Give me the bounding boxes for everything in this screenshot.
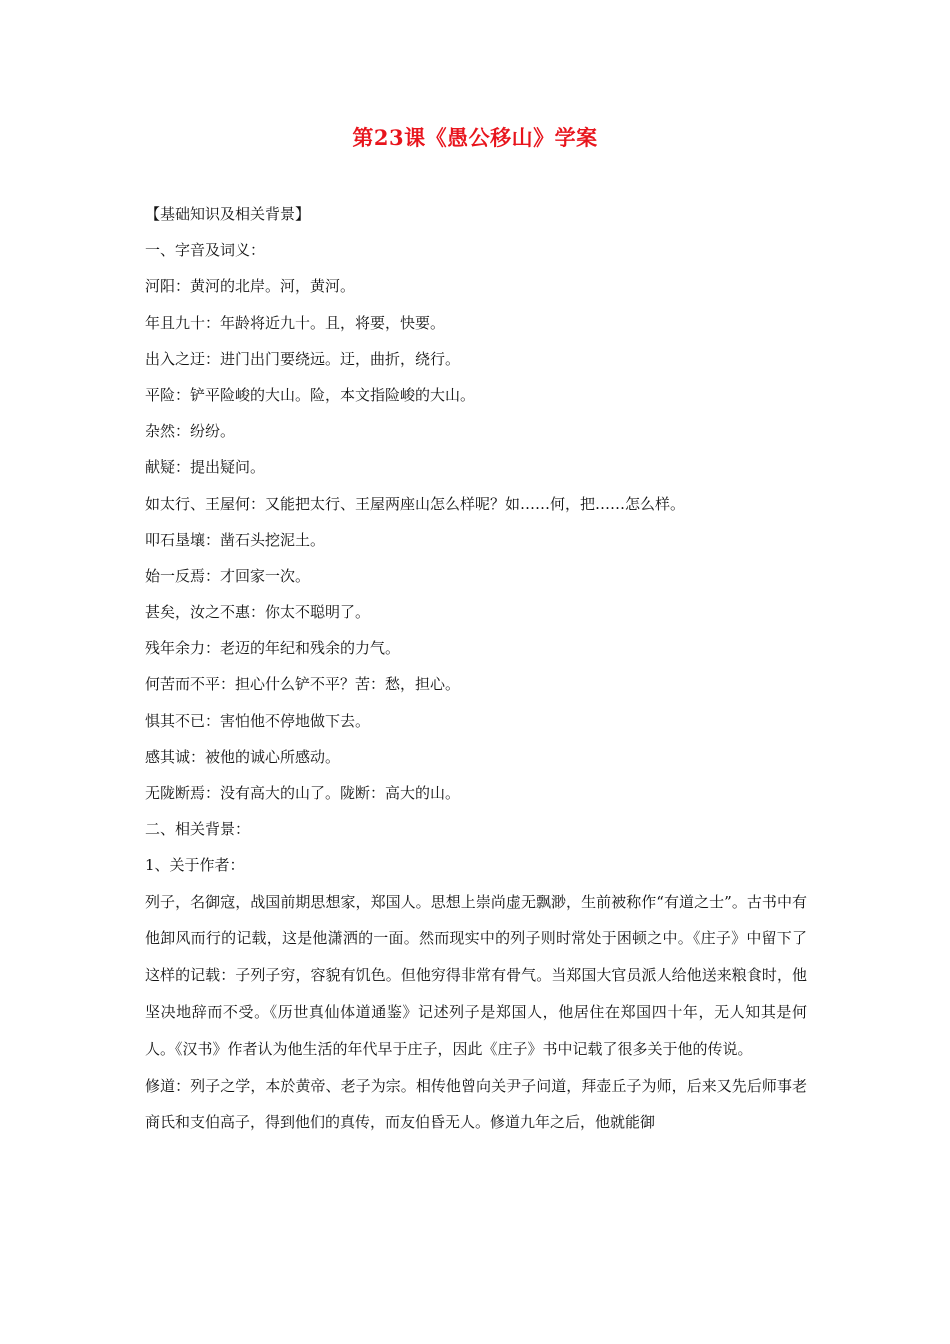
vocab-entry: 甚矣，汝之不惠：你太不聪明了。 (145, 603, 371, 622)
page-title: 第23课《愚公移山》学案 (352, 125, 598, 150)
vocab-entry: 年且九十：年龄将近九十。且，将要，快要。 (145, 313, 446, 332)
vocab-entry: 始一反焉：才回家一次。 (145, 566, 311, 585)
vocab-entry: 献疑：提出疑问。 (145, 458, 266, 477)
cultivation-paragraph: 修道：列子之学，本於黄帝、老子为宗。相传他曾向关尹子问道，拜壶丘子为师，后来又先后师事老商氏和支伯高子，得到他们的真传，而友伯昏无人。修道九年之后，他就能御 (145, 1076, 807, 1132)
section-heading: 二、相关背景： (145, 820, 251, 839)
vocab-entry: 杂然：纷纷。 (145, 422, 236, 441)
vocab-entry: 惧其不已：害怕他不停地做下去。 (145, 711, 371, 730)
vocab-entry: 出入之迂：进门出门要绕远。迂，曲折，绕行。 (145, 349, 461, 368)
document-body (145, 196, 807, 1141)
vocab-entry: 何苦而不平：担心什么铲不平？苦：愁，担心。 (145, 675, 461, 694)
section-heading: 一、字音及词义： (145, 241, 266, 260)
vocab-entry: 残年余力：老迈的年纪和残余的力气。 (145, 639, 401, 658)
subsection-heading: 1、关于作者： (145, 856, 245, 875)
vocab-entry: 如太行、王屋何：又能把太行、王屋两座山怎么样呢？如……何，把……怎么样。 (145, 494, 686, 513)
author-paragraph: 列子，名御寇，战国前期思想家，郑国人。思想上崇尚虚无飘渺，生前被称作“有道之士”。古书中有他卸风而行的记载，这是他潇洒的一面。然而现实中的列子则时常处于困顿之中。《庄子》中留下了这样的记载：子列子穷，容貌有饥色。但他穷得非常有骨气。当郑国大官员派人给他送来粮食时，他坚决地辞而不受。《历世真仙体道通鉴》记述列子是郑国人，他居住在郑国四十年，无人知其是何人。《汉书》作者认为他生活的年代早于庄子，因此《庄子》书中记载了很多关于他的传说。 (145, 892, 807, 1058)
vocab-entry: 感其诚：被他的诚心所感动。 (145, 747, 341, 766)
vocab-entry: 叩石垦壤：凿石头挖泥土。 (145, 530, 326, 549)
vocab-entry: 无陇断焉：没有高大的山了。陇断：高大的山。 (145, 784, 461, 802)
section-heading: 【基础知识及相关背景】 (145, 205, 311, 223)
vocab-entry: 平险：铲平险峻的大山。险，本文指险峻的大山。 (145, 385, 476, 404)
vocab-entry: 河阳：黄河的北岸。河，黄河。 (145, 277, 356, 296)
